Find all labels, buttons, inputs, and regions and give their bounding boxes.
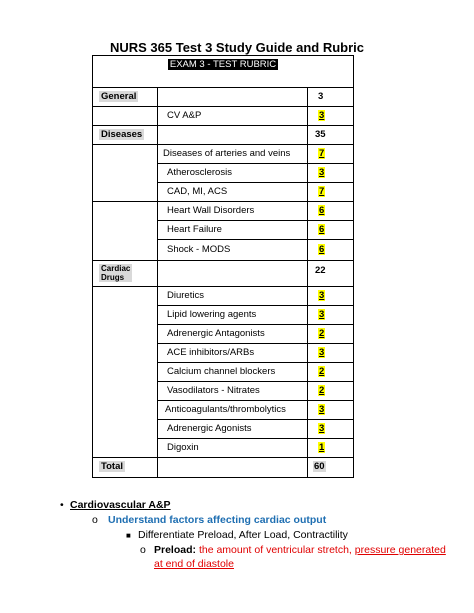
note-level3-text: Differentiate Preload, After Load, Contractility bbox=[138, 529, 348, 541]
drug-item-label: ACE inhibitors/ARBs bbox=[167, 347, 255, 358]
drug-item-points-value: 3 bbox=[319, 404, 325, 415]
drug-item-points bbox=[318, 309, 325, 321]
note-level4-underlined-a: pressure generated bbox=[354, 544, 446, 556]
row-divider bbox=[93, 144, 353, 145]
disease-item-label: CAD, MI, ACS bbox=[167, 186, 228, 197]
row-divider bbox=[93, 260, 353, 261]
row-divider bbox=[157, 305, 353, 306]
drug-item-label: Lipid lowering agents bbox=[167, 309, 257, 320]
general-label bbox=[99, 91, 138, 103]
disease-item-points-value: 6 bbox=[319, 224, 325, 235]
disease-item-label: Diseases of arteries and veins bbox=[163, 148, 291, 159]
cardiac-drugs-label bbox=[99, 264, 132, 282]
drug-item-label: Vasodilators - Nitrates bbox=[167, 385, 260, 396]
drug-item-points bbox=[318, 385, 325, 397]
note-level2 bbox=[92, 514, 326, 527]
cardiac-drugs-points: 22 bbox=[315, 265, 326, 276]
rubric-header-text: EXAM 3 - TEST RUBRIC bbox=[169, 59, 277, 70]
page-title: NURS 365 Test 3 Study Guide and Rubric bbox=[109, 40, 365, 55]
disease-item-label: Heart Failure bbox=[167, 224, 222, 235]
bullet-dot-icon: • bbox=[60, 499, 64, 511]
drug-item-points bbox=[318, 290, 325, 302]
disease-item-points-value: 6 bbox=[319, 244, 325, 255]
general-points: 3 bbox=[318, 91, 324, 102]
disease-item-points-value: 7 bbox=[319, 148, 325, 159]
disease-item-points bbox=[318, 224, 325, 236]
drug-item-points bbox=[318, 347, 325, 359]
disease-item-points bbox=[318, 167, 325, 179]
bullet-circle-icon: o bbox=[92, 514, 98, 526]
note-level4-continued bbox=[154, 558, 234, 571]
row-divider bbox=[157, 419, 353, 420]
total-label-text: Total bbox=[101, 461, 123, 472]
note-level4 bbox=[140, 544, 446, 557]
row-divider bbox=[157, 381, 353, 382]
disease-item-points bbox=[318, 244, 325, 256]
drug-item-points-value: 2 bbox=[319, 385, 325, 396]
row-divider bbox=[157, 182, 353, 183]
row-divider bbox=[93, 106, 353, 107]
cv-ap-label: CV A&P bbox=[167, 110, 202, 121]
drug-item-points-value: 3 bbox=[319, 347, 325, 358]
disease-item-points-value: 3 bbox=[319, 167, 325, 178]
drug-item-points-value: 2 bbox=[319, 328, 325, 339]
drug-item-points bbox=[318, 423, 325, 435]
row-divider bbox=[157, 343, 353, 344]
row-divider bbox=[157, 324, 353, 325]
row-divider bbox=[93, 87, 353, 88]
row-divider bbox=[93, 125, 353, 126]
row-divider bbox=[93, 457, 353, 458]
bullet-square-icon: ■ bbox=[126, 531, 131, 540]
row-divider bbox=[157, 400, 353, 401]
bullet-circle-icon: o bbox=[140, 544, 146, 556]
note-level3 bbox=[126, 529, 348, 542]
rubric-table bbox=[92, 55, 354, 478]
drug-item-label: Calcium channel blockers bbox=[167, 366, 276, 377]
drug-item-label: Anticoagulants/thrombolytics bbox=[165, 404, 286, 415]
drug-item-points bbox=[318, 328, 325, 340]
cardiac-drugs-label-line1: Cardiac bbox=[101, 264, 131, 273]
note-level1-text: Cardiovascular A&P bbox=[70, 499, 171, 511]
disease-item-points bbox=[318, 186, 325, 198]
drug-item-label: Adrenergic Agonists bbox=[167, 423, 252, 434]
disease-item-points-value: 6 bbox=[319, 205, 325, 216]
drug-item-label: Digoxin bbox=[167, 442, 199, 453]
disease-item-label: Atherosclerosis bbox=[167, 167, 232, 178]
disease-item-points-value: 7 bbox=[319, 186, 325, 197]
disease-item-points bbox=[318, 148, 325, 160]
rubric-header bbox=[93, 59, 353, 71]
diseases-points: 35 bbox=[315, 129, 326, 140]
drug-item-label: Diuretics bbox=[167, 290, 204, 301]
disease-item-points bbox=[318, 205, 325, 217]
row-divider bbox=[157, 163, 353, 164]
total-label bbox=[99, 461, 125, 473]
row-divider bbox=[157, 438, 353, 439]
cv-ap-points-value: 3 bbox=[319, 110, 325, 121]
note-level1 bbox=[60, 499, 171, 512]
diseases-label-text: Diseases bbox=[101, 129, 143, 140]
row-divider bbox=[157, 239, 353, 240]
drug-item-points bbox=[318, 366, 325, 378]
drug-item-points bbox=[318, 442, 325, 454]
drug-item-points-value: 2 bbox=[319, 366, 325, 377]
drug-item-points-value: 3 bbox=[319, 309, 325, 320]
cv-ap-points bbox=[318, 110, 325, 122]
cardiac-drugs-label-line2: Drugs bbox=[101, 273, 125, 282]
drug-item-points-value: 1 bbox=[319, 442, 325, 453]
row-divider bbox=[93, 201, 353, 202]
drug-item-label: Adrenergic Antagonists bbox=[167, 328, 265, 339]
row-divider bbox=[157, 220, 353, 221]
note-level4-label: Preload: bbox=[154, 544, 197, 556]
diseases-label bbox=[99, 129, 144, 141]
disease-item-label: Heart Wall Disorders bbox=[167, 205, 255, 216]
drug-item-points bbox=[318, 404, 325, 416]
disease-item-label: Shock - MODS bbox=[167, 244, 231, 255]
general-label-text: General bbox=[101, 91, 137, 102]
note-level4-underlined-b: at end of diastole bbox=[154, 558, 234, 570]
total-points bbox=[313, 461, 326, 473]
drug-item-points-value: 3 bbox=[319, 290, 325, 301]
total-points-value: 60 bbox=[314, 461, 325, 472]
row-divider bbox=[157, 362, 353, 363]
note-level4-text: the amount of ventricular stretch, bbox=[198, 544, 352, 556]
row-divider bbox=[93, 286, 353, 287]
drug-item-points-value: 3 bbox=[319, 423, 325, 434]
note-level2-text: Understand factors affecting cardiac output bbox=[108, 514, 327, 526]
